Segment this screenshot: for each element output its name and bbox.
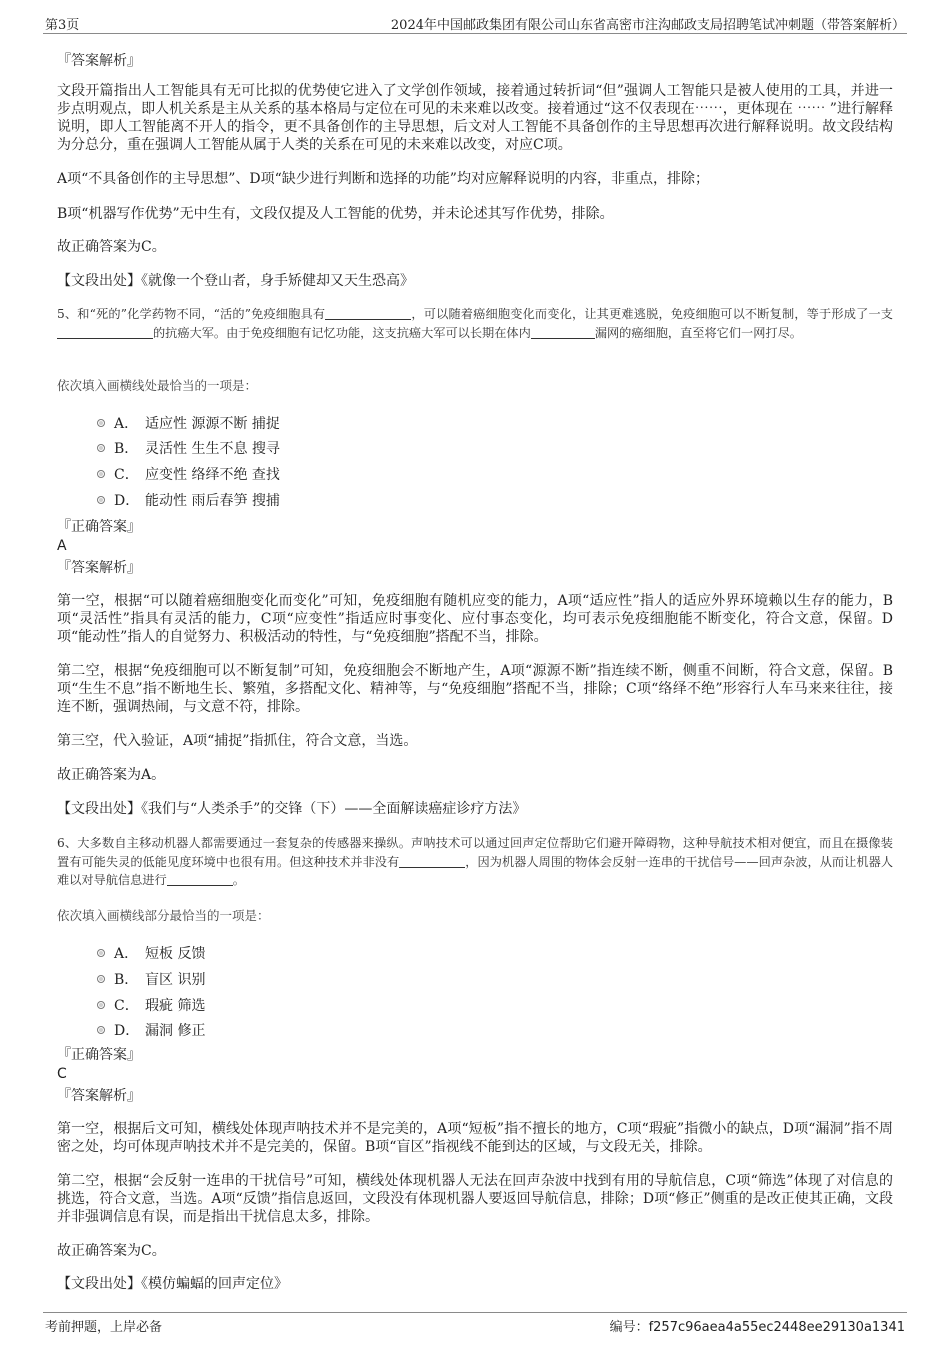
q5-analysis-label: 『答案解析』: [57, 560, 141, 576]
q4-analysis-label: 『答案解析』: [57, 53, 141, 69]
q6-answer-line: 故正确答案为C。: [57, 1243, 166, 1259]
q5-source: 【文段出处】《我们与“人类杀手”的交锋（下）——全面解读癌症诊疗方法》: [57, 801, 527, 817]
radio-button[interactable]: [97, 975, 105, 983]
radio-button[interactable]: [97, 470, 105, 478]
fill-blank: [531, 326, 595, 339]
page-number: 第3页: [45, 18, 80, 33]
fill-blank: [167, 873, 233, 886]
document-code: 编号：f257c96aea4a55ec2448ee29130a1341: [609, 1320, 905, 1335]
q5-analysis-para-3: 第三空，代入验证，A项“捕捉”指抓住，符合文意，当选。: [57, 733, 418, 749]
page-header: [43, 13, 907, 34]
q6-correct-answer: C: [57, 1066, 67, 1082]
footer-slogan: 考前押题，上岸必备: [45, 1320, 163, 1335]
q6-analysis-label: 『答案解析』: [57, 1088, 141, 1104]
q4-analysis-para-3: B项“机器写作优势”无中生有，文段仅提及人工智能的优势，并未论述其写作优势，排除。: [57, 206, 614, 222]
q5-stem: 5、和“死的”化学药物不同，“活的”免疫细胞具有 ，可以随着癌细胞变化而变化，让其更难逃脱，免疫细胞可以不断复制，等于形成了一支的抗癌大军。由于免疫细胞有记忆功能，这支抗癌大军可以长期在体内 漏网的癌细胞，直至将它们一网打尽。: [57, 307, 893, 340]
q4-answer-line: 故正确答案为C。: [57, 239, 166, 255]
radio-button[interactable]: [97, 444, 105, 452]
radio-button[interactable]: [97, 1001, 105, 1009]
q4-analysis-para-2: A项“不具备创作的主导思想”、D项“缺少进行判断和选择的功能”均对应解释说明的内容，非重点，排除；: [57, 171, 709, 187]
q5-prompt: 依次填入画横线处最恰当的一项是：: [57, 378, 258, 393]
q4-source: 【文段出处】《就像一个登山者，身手矫健却又天生恐高》: [57, 273, 414, 289]
q6-analysis-para-1: 第一空，根据后文可知，横线处体现声呐技术并不是完美的，A项“短板”指不擅长的地方，C项“瑕疵”指微小的缺点，D项“漏洞”指不周密之处，均可体现声呐技术并不是完美的，保留。B项“盲区”指视线不能到达的区域，与文段无关，排除。: [57, 1121, 893, 1155]
q6-analysis-para-2: 第二空，根据“会反射一连串的干扰信号”可知，横线处体现机器人无法在回声杂波中找到有用的导航信息，C项“筛选”体现了对信息的挑选，符合文意，当选。A项“反馈”指信息返回，文段没有体现机器人要返回导航信息，排除；D项“修正”侧重的是改正使其正确，文段并非强调信息有误，而是指出干扰信息太多，排除。: [57, 1173, 893, 1225]
document-title: 2024年中国邮政集团有限公司山东省高密市注沟邮政支局招聘笔试冲刺题（带答案解析）: [390, 18, 905, 33]
q5-correct-answer: A: [57, 538, 67, 554]
q5-analysis-para-1: 第一空，根据“可以随着癌细胞变化而变化”可知，免疫细胞有随机应变的能力，A项“适应性”指人的适应外界环境赖以生存的能力，B项“灵活性”指具有灵活的能力，C项“应变性”指适应时事变化、应付事态变化，均可表示免疫细胞能不断变化，符合文意，保留。D项“能动性”指人的自觉努力、积极活动的特性，与“免疫细胞”搭配不当，排除。: [57, 593, 893, 645]
radio-button[interactable]: [97, 419, 105, 427]
q5-analysis-para-2: 第二空，根据“免疫细胞可以不断复制”可知，免疫细胞会不断地产生，A项“源源不断”指连续不断，侧重不间断，符合文意，保留。B项“生生不息”指不断地生长、繁殖，多搭配文化、精神等，与“免疫细胞”搭配不当，排除；C项“络绎不绝”形容行人车马来来往往，接连不断，强调热闹，与文意不符，排除。: [57, 663, 893, 715]
q5-correct-label: 『正确答案』: [57, 519, 141, 535]
fill-blank: [325, 307, 411, 320]
radio-button[interactable]: [97, 1026, 105, 1034]
fill-blank: [399, 855, 465, 868]
q4-analysis-para-1: 文段开篇指出人工智能具有无可比拟的优势使它进入了文学创作领域，接着通过转折词“但”强调人工智能只是被人使用的工具，并进一步点明观点，即人机关系是主从关系的基本格局与定位在可见的未来难以改变。接着通过“这不仅表现在⋯⋯，更体现在 ⋯⋯ ”进行解释说明，即人工智能离不开人的指令，更不具备创作的主导思想，后文对人工智能不具备创作的主导思想再次进行解释说明。故文段结构为分总分，重在强调人工智能从属于人类的关系在可见的未来难以改变，对应C项。: [57, 83, 893, 153]
radio-button[interactable]: [97, 949, 105, 957]
radio-button[interactable]: [97, 496, 105, 504]
q6-prompt: 依次填入画横线部分最恰当的一项是：: [57, 908, 270, 923]
page-footer: [43, 1312, 907, 1333]
q6-source: 【文段出处】《模仿蝙蝠的回声定位》: [57, 1276, 288, 1292]
q5-answer-line: 故正确答案为A。: [57, 767, 166, 783]
q6-correct-label: 『正确答案』: [57, 1047, 141, 1063]
q6-stem: 6、大多数自主移动机器人都需要通过一套复杂的传感器来操纵。声呐技术可以通过回声定位帮助它们避开障碍物，这种导航技术相对便宜，而且在摄像装置有可能失灵的低能见度环境中也很有用。但这种技术并非没有 ，因为机器人周围的物体会反射一连串的干扰信号——回声杂波，从而让机器人难以对导航信息进行 。: [57, 836, 894, 887]
fill-blank: [57, 326, 153, 339]
